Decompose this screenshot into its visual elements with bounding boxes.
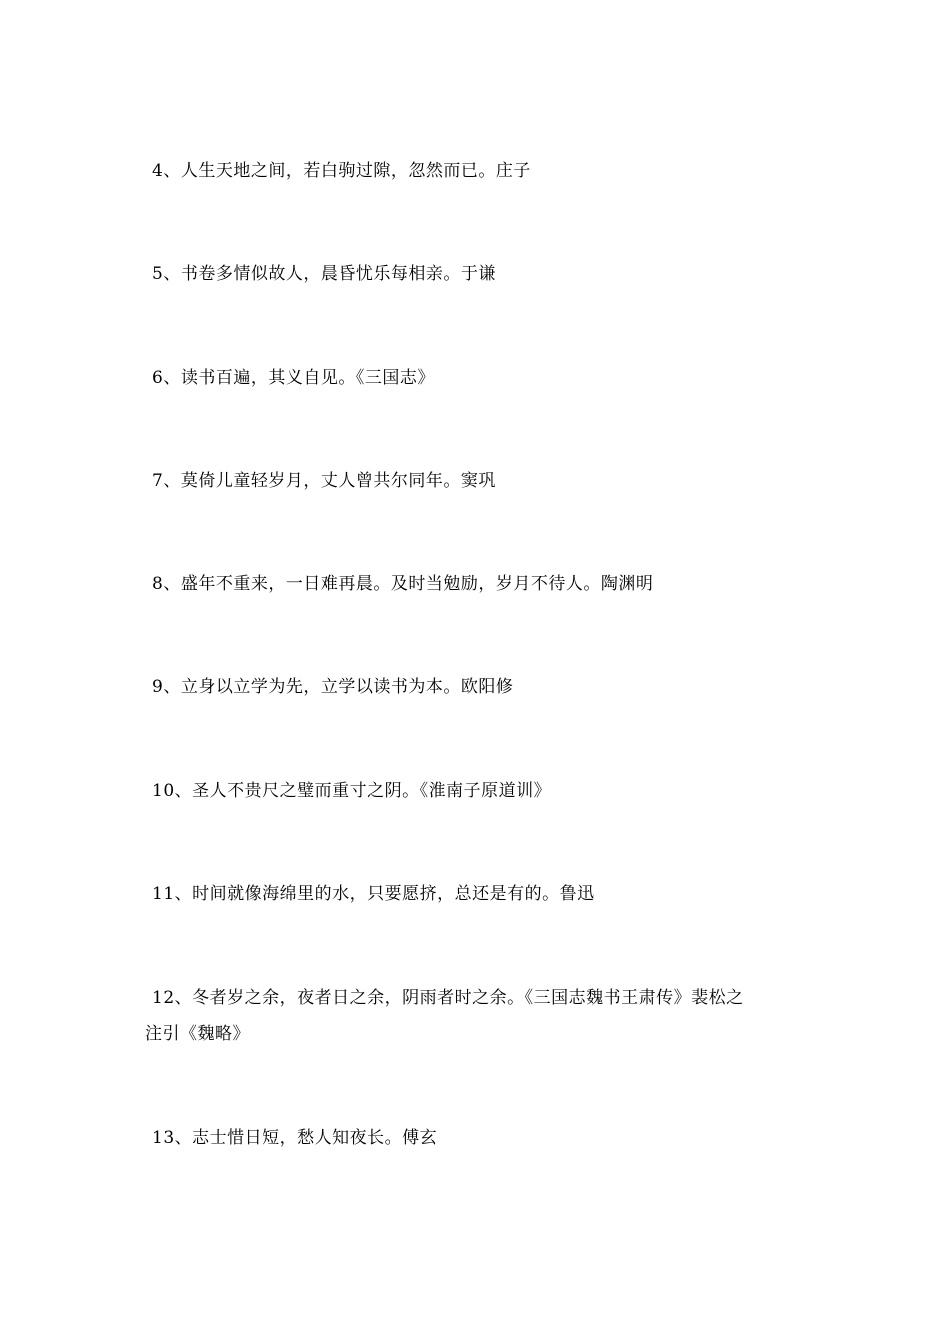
- quote-11: 11、时间就像海绵里的水，只要愿挤，总还是有的。鲁迅: [152, 884, 595, 904]
- quote-8: 8、盛年不重来，一日难再晨。及时当勉励，岁月不待人。陶渊明: [152, 574, 654, 594]
- quote-6: 6、读书百遍，其义自见。《三国志》: [152, 368, 435, 388]
- quote-12-continuation: 注引《魏略》: [145, 1024, 250, 1044]
- quote-5: 5、书卷多情似故人，晨昏忧乐每相亲。于谦: [152, 264, 496, 284]
- quote-9: 9、立身以立学为先，立学以读书为本。欧阳修: [152, 677, 514, 697]
- quote-13: 13、志士惜日短，愁人知夜长。傅玄: [152, 1128, 438, 1148]
- quote-12: 12、冬者岁之余，夜者日之余，阴雨者时之余。《三国志魏书王肃传》裴松之: [152, 988, 744, 1008]
- quote-7: 7、莫倚儿童轻岁月，丈人曾共尔同年。窦巩: [152, 471, 496, 491]
- quote-10: 10、圣人不贵尺之璧而重寸之阴。《淮南子原道训》: [152, 781, 552, 801]
- quote-4: 4、人生天地之间，若白驹过隙，忽然而已。庄子: [152, 161, 531, 181]
